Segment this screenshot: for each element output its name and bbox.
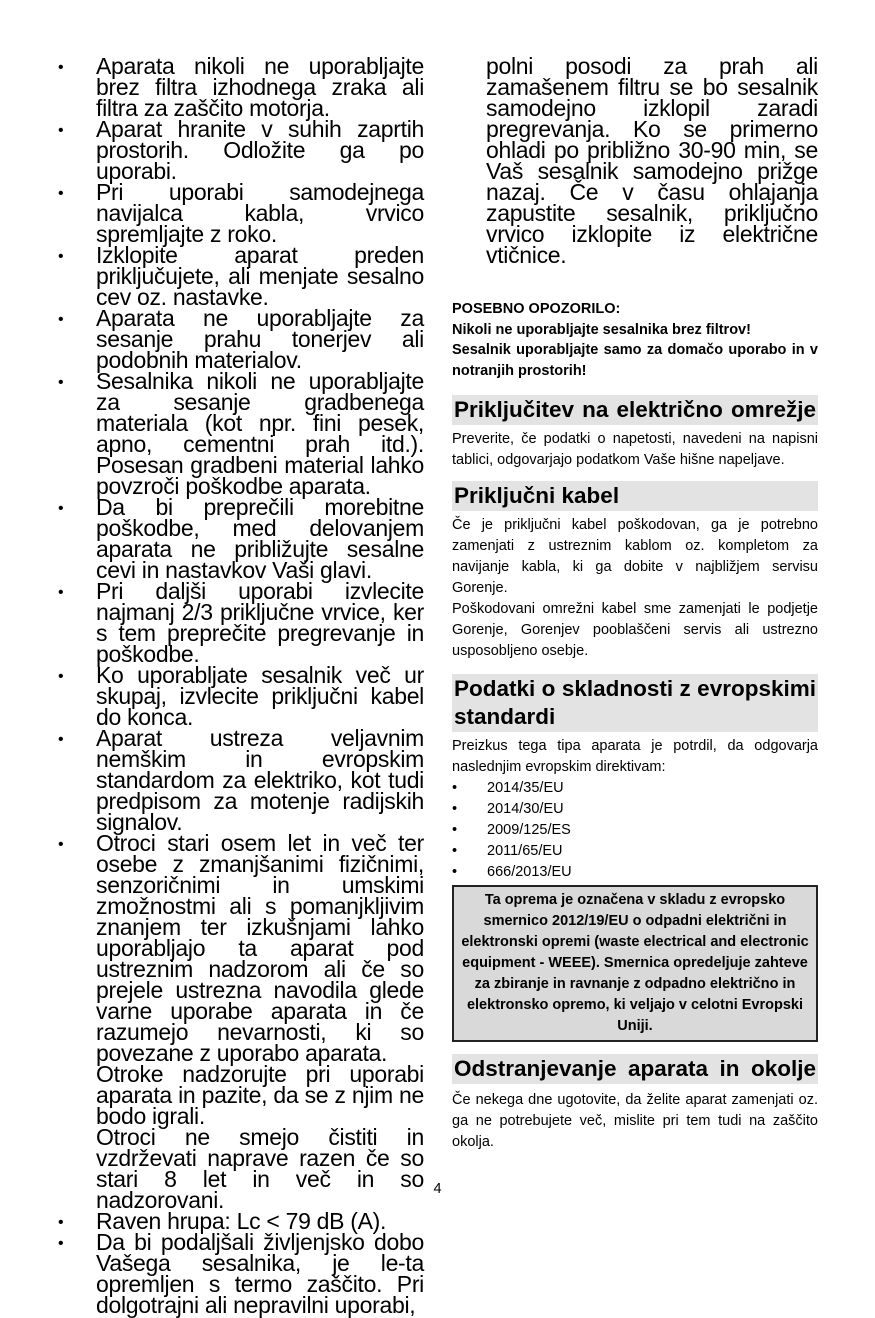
special-warning (452, 299, 818, 381)
paragraph: Preizkus tega tipa aparata je potrdil, da odgovarja naslednjim evropskim direktivam: (452, 738, 818, 775)
directive-item: • 2014/30/EU (452, 799, 818, 820)
list-item: • Pri uporabi samodejnega navijalca kabla, vrvico spremljajte z roko. (58, 182, 424, 245)
disposal-text (452, 1090, 818, 1153)
children-cleaning-text: Otroci ne smejo čistiti in vzdrževati naprave razen če so stari 8 let in več in so nadzorovani. (96, 1124, 424, 1213)
safety-instructions-list (58, 53, 424, 1066)
list-item: • Aparata ne uporabljajte za sesanje prahu tonerjev ali podobnih materialov. (58, 308, 424, 371)
list-item: • Aparat hranite v suhih zaprtih prostorih. Odložite ga po uporabi. (58, 119, 424, 182)
list-item: • Ko uporabljate sesalnik več ur skupaj, izvlecite priključni kabel do konca. (58, 665, 424, 728)
directives-list (452, 778, 818, 883)
children-supervision-text: Otroke nadzorujte pri uporabi aparata in pazite, da se z njim ne bodo igrali. (96, 1061, 424, 1129)
thermal-protection-item: • Da bi podaljšali življenjsko dobo Vašega sesalnika, je le-ta opremljen s termo zaščito. Pri dolgotrajni ali nepravilni uporabi, (58, 1232, 424, 1316)
paragraph: Poškodovani omrežni kabel sme zamenjati le podjetje Gorenje, Gorenjev pooblaščeni servis ali ustrezno usposobljeno osebje. (452, 601, 818, 659)
list-item: • Otroci stari osem let in več ter osebe z zmanjšanimi fizičnimi, senzoričnimi in umskimi zmožnostmi ali s pomanjkljivim znanjem ter izkušnjami lahko uporabljajo ta aparat pod ustreznim nadzorom ali če so prejele ustrezna navodila glede varne uporabe aparata in če razumejo nevarnosti, ki so povezane z uporabo aparata. (58, 833, 424, 1064)
weee-notice-box: Ta oprema je označena v skladu z evropsko smernico 2012/19/EU o odpadni električni in elektronski opremi (waste electrical and electronic equipment - WEEE). Smernica opredeljuje zahteve za zbiranje in ravnanje z odpadno električno in elektronsko opremo, ki veljajo v celotni Evropski Uniji. (452, 885, 818, 1042)
warning-line: Nikoli ne uporabljajte sesalnika brez filtrov! (452, 321, 751, 338)
list-item: • Izklopite aparat preden priključujete, ali menjate sesalno cev oz. nastavke. (58, 245, 424, 308)
standards-text (452, 736, 818, 778)
paragraph: Če je priključni kabel poškodovan, ga je potrebno zamenjati z ustreznim kablom oz. kompletom za navijanje kabla, ki ga dobite v najbližjem servisu Gorenje. (452, 517, 818, 596)
directive-item: • 2011/65/EU (452, 841, 818, 862)
warning-title: POSEBNO OPOZORILO: (452, 301, 621, 317)
paragraph: Preverite, če podatki o napetosti, navedeni na napisni tablici, odgovarjajo podatkom Vaše hišne napeljave. (452, 431, 818, 468)
directive-item: • 2014/35/EU (452, 778, 818, 799)
right-column (452, 53, 818, 1153)
list-item: • Da bi preprečili morebitne poškodbe, med delovanjem aparata ne približujte sesalne cevi in nastavkov Vaši glavi. (58, 497, 424, 581)
list-item: • Sesalnika nikoli ne uporabljajte za sesanje gradbenega materiala (kot npr. fini pesek, apno, cementni prah itd.). Posesan gradbeni material lahko povzroči poškodbe aparata. (58, 371, 424, 497)
section-heading-standards: Podatki o skladnosti z evropskimi standardi (452, 674, 818, 732)
power-cable-text (452, 515, 818, 662)
directive-item: • 2009/125/ES (452, 820, 818, 841)
section-heading-disposal: Odstranjevanje aparata in okolje (452, 1054, 818, 1084)
safety-instructions-list-continued (58, 1208, 424, 1318)
list-item: • Pri daljši uporabi izvlecite najmanj 2/3 priključne vrvice, ker s tem preprečite pregrevanje in poškodbe. (58, 581, 424, 665)
page-number: 4 (433, 1181, 442, 1197)
directive-item: • 666/2013/EU (452, 862, 818, 883)
section-heading-power-cable: Priključni kabel (452, 481, 818, 511)
thermal-protection-continuation: polni posodi za prah ali zamašenem filtru se bo sesalnik samodejno izklopil zaradi pregrevanja. Ko se primerno ohladi po približno 30-90 min, se Vaš sesalnik samodejno prižge nazaj. Če v času ohlajanja zapustite sesalnik, priključno vrvico izklopite iz električne vtičnice. (486, 53, 818, 268)
list-item: • Aparata nikoli ne uporabljajte brez filtra izhodnega zraka ali filtra za zaščito motorja. (58, 56, 424, 119)
noise-level-item: • Raven hrupa: Lc < 79 dB (A). (58, 1211, 424, 1232)
paragraph: Če nekega dne ugotovite, da želite aparat zamenjati oz. ga ne potrebujete več, mislite pri tem tudi na zaščito okolja. (452, 1092, 818, 1150)
warning-line: Sesalnik uporabljajte samo za domačo uporabo in v notranjih prostorih! (452, 342, 818, 379)
safety-instructions-column (58, 53, 424, 1318)
power-connection-text (452, 429, 818, 471)
list-item: • Aparat ustreza veljavnim nemškim in evropskim standardom za elektriko, kot tudi predpisom za motenje radijskih signalov. (58, 728, 424, 833)
section-heading-power-connection: Priključitev na električno omrežje (452, 395, 818, 425)
